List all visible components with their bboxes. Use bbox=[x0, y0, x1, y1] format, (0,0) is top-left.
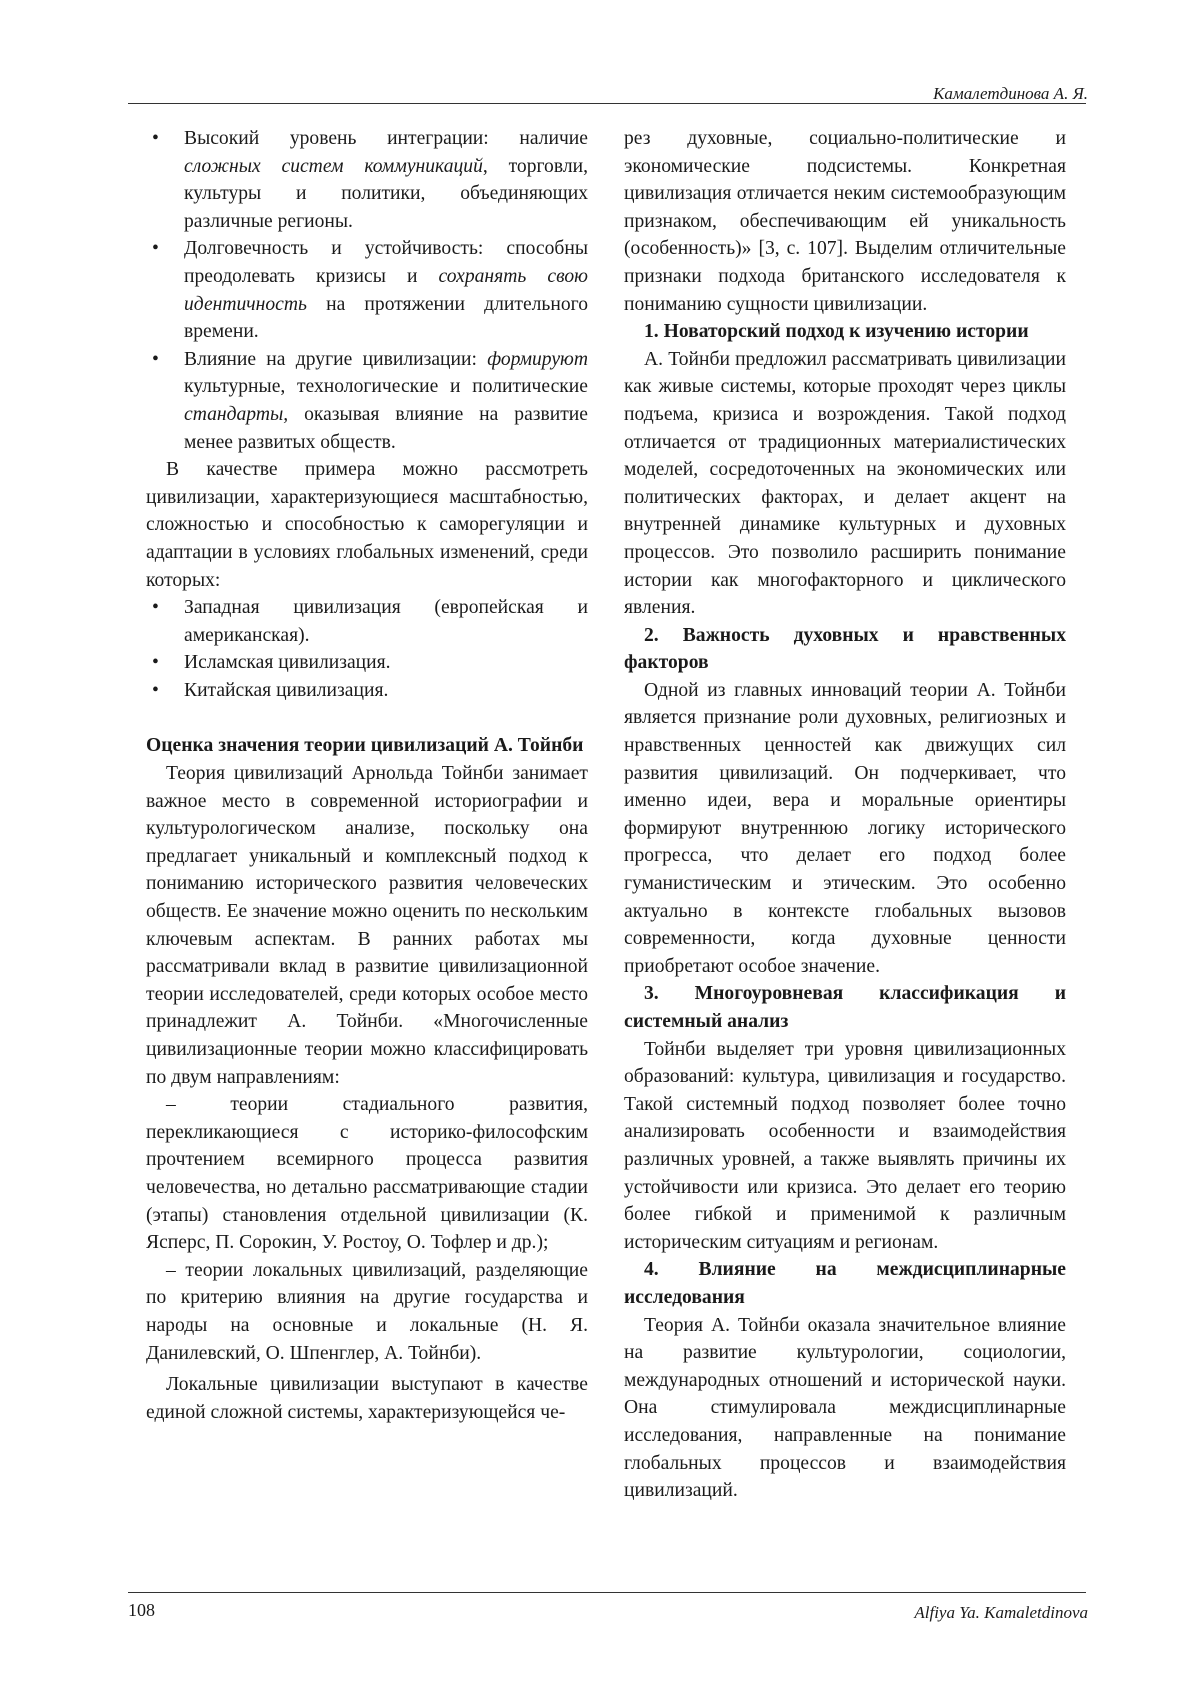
dash-item-local: – теории локальных цивилизаций, разделяющие по критерию влияния на другие государства и народы на основные и локальные (Н. Я. Данилевский, О. Шпенглер, А. Тойнби). bbox=[146, 1259, 588, 1364]
list-item: • Западная цивилизация (европейская и американская). bbox=[146, 594, 588, 649]
feature-bullet-list bbox=[146, 125, 588, 456]
list-item: • Китайская цивилизация. bbox=[146, 677, 588, 705]
list-item: • Исламская цивилизация. bbox=[146, 649, 588, 677]
bullet-icon: • bbox=[152, 597, 159, 619]
subheading-2: 2. Важность духовных и нравственных факторов bbox=[624, 624, 1066, 674]
subheading-1: 1. Новаторский подход к изучению истории bbox=[644, 321, 1029, 343]
paragraph-2: Одной из главных инноваций теории А. Тойнби является признание роли духовных, религиозных и нравственных ценностей как движущих сил развития цивилизаций. Он подчеркивает, что именно идеи, вера и моральные ориентиры формируют внутреннюю логику исторического прогресса, что делает его подход более гуманистическим и этическим. Это особенно актуально в контексте глобальных вызовов современности, когда духовные ценности приобретают особое значение. bbox=[624, 679, 1066, 977]
paragraph-local: Локальные цивилизации выступают в качестве единой сложной системы, характеризующейся че- bbox=[146, 1374, 588, 1423]
footer-rule bbox=[128, 1592, 1086, 1593]
paragraph-example: В качестве примера можно рассмотреть цивилизации, характеризующиеся масштабностью, сложностью и способностью к саморегуляции и адаптации в условиях глобальных изменений, среди которых: bbox=[146, 459, 588, 591]
subheading-4: 4. Влияние на междисциплинарные исследования bbox=[624, 1259, 1066, 1308]
bullet-icon: • bbox=[152, 652, 159, 674]
right-column bbox=[624, 125, 1066, 1505]
running-header-author: Камалетдинова А. Я. bbox=[933, 84, 1088, 103]
left-column bbox=[146, 125, 588, 1426]
header-rule bbox=[128, 103, 1086, 104]
paragraph-theory: Теория цивилизаций Арнольда Тойнби занимает важное место в современной историографии и культурологическом анализе, поскольку она предлагает уникальный и комплексный подход к пониманию исторического развития человеческих обществ. Ее значение можно оценить по нескольким ключевым аспектам. В ранних работах мы рассматривали вклад в развитие цивилизационной теории исследователей, среди которых особое место принадлежит А. Тойнби. «Многочисленные цивилизационные теории можно классифицировать по двум направлениям: bbox=[146, 763, 588, 1088]
civilization-bullet-list bbox=[146, 594, 588, 704]
page-number: 108 bbox=[128, 1600, 155, 1620]
dash-item-stadial: – теории стадиального развития, перекликающиеся с историко-философским прочтением всемирного процесса развития человечества, но детально рассматривающие стадии (этапы) становления отдельной цивилизации (К. Ясперс, П. Сорокин, У. Ростоу, О. Тофлер и др.); bbox=[146, 1094, 588, 1254]
paragraph-continued: рез духовные, социально-политические и экономические подсистемы. Конкретная цивилизация отличается неким системообразующим признаком, обеспечивающим ей уникальность (особенность)» [3, с. 107]. Выделим отличительные признаки подхода британского исследователя к пониманию сущности цивилизации. bbox=[624, 128, 1066, 315]
section-title: Оценка значения теории цивилизаций А. Тойнби bbox=[146, 735, 584, 757]
list-item: • Долговечность и устойчивость: способны преодолевать кризисы и сохранять свою идентичность на протяжении длительного времени. bbox=[146, 235, 588, 345]
running-footer-author: Alfiya Ya. Kamaletdinova bbox=[914, 1603, 1088, 1622]
bullet-icon: • bbox=[152, 238, 159, 260]
list-item: • Влияние на другие цивилизации: формируют культурные, технологические и политические стандарты, оказывая влияние на развитие менее развитых обществ. bbox=[146, 346, 588, 456]
paragraph-1: А. Тойнби предложил рассматривать цивилизации как живые системы, которые проходят через циклы подъема, кризиса и возрождения. Такой подход отличается от традиционных материалистических моделей, сосредоточенных на экономических или политических факторах, и делает акцент на внутренней динамике культурных и духовных процессов. Это позволило расширить понимание истории как многофакторного и циклического явления. bbox=[624, 348, 1066, 619]
bullet-icon: • bbox=[152, 679, 159, 701]
paragraph-4: Теория А. Тойнби оказала значительное влияние на развитие культурологии, социологии, международных отношений и исторической науки. Она стимулировала междисциплинарные исследования, направленные на понимание глобальных процессов и взаимодействия цивилизаций. bbox=[624, 1314, 1066, 1502]
bullet-icon: • bbox=[152, 128, 159, 149]
list-item: • Высокий уровень интеграции: наличие сложных систем коммуникаций, торговли, культуры и политики, объединяющих различные регионы. bbox=[146, 125, 588, 235]
paragraph-3: Тойнби выделяет три уровня цивилизационных образований: культура, цивилизация и государство. Такой системный подход позволяет более точно анализировать особенности и взаимодействия различных уровней, а также выявлять причины их устойчивости или кризиса. Это делает его теорию более гибкой и применимой к различным историческим ситуациям и регионам. bbox=[624, 1038, 1066, 1253]
subheading-3: 3. Многоуровневая классификация и системный анализ bbox=[624, 983, 1066, 1032]
bullet-icon: • bbox=[152, 348, 159, 370]
